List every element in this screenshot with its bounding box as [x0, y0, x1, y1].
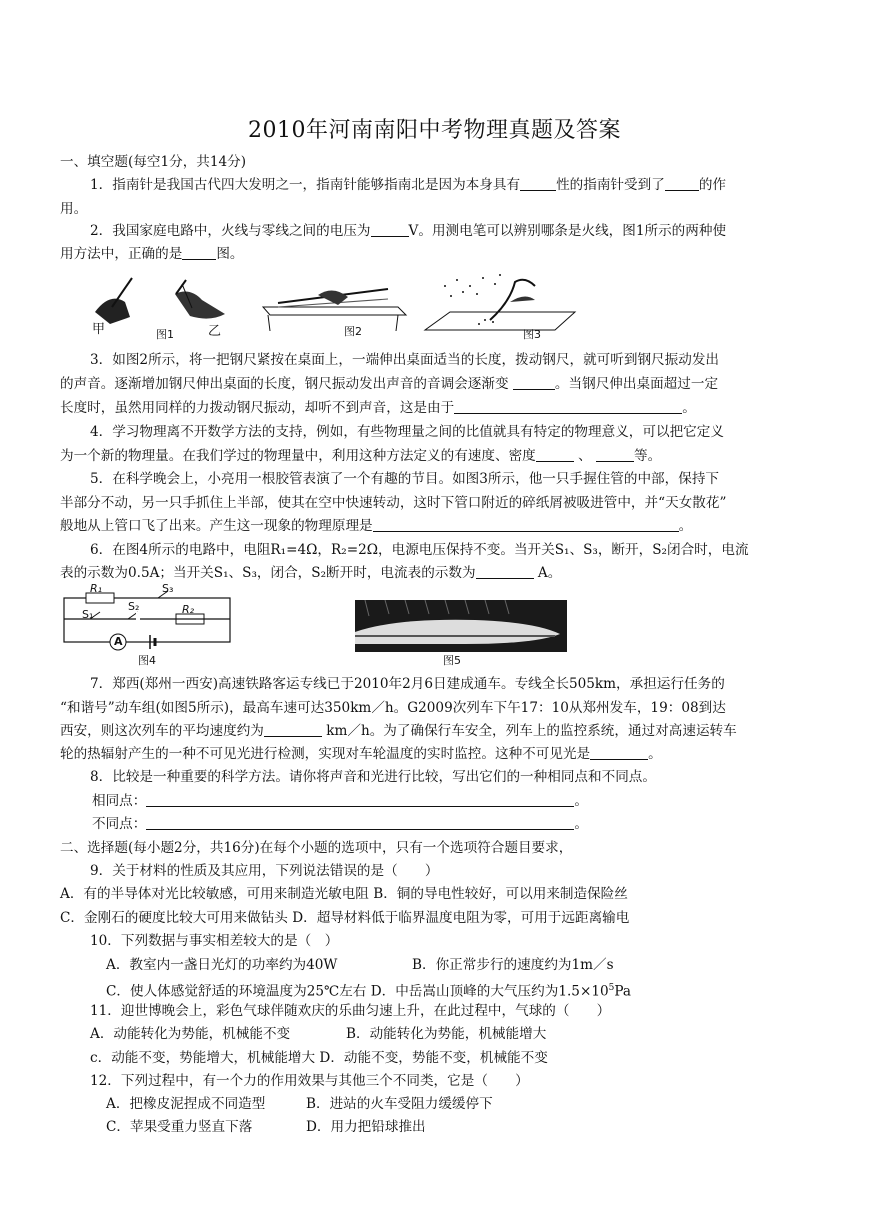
- question-6-line-1: 6．在图4所示的电路中，电阻R₁=4Ω，R₂=2Ω，电源电压保持不变。当开关S₁、S₃，断开，S₂闭合时，电流: [90, 542, 749, 558]
- section-1-heading: 一、填空题(每空1分，共14分): [60, 154, 247, 170]
- figure-1-caption: 图1: [156, 328, 174, 341]
- figure-4-caption: 图4: [138, 654, 156, 667]
- question-9-options-ab: A．有的半导体对光比较敏感，可用来制造光敏电阻 B．铜的导电性较好，可以用来制造保险丝: [60, 886, 628, 902]
- question-2-line-1: 2．我国家庭电路中，火线与零线之间的电压为 V。用测电笔可以辨别哪条是火线，图1所示的两种使: [90, 223, 727, 239]
- figure-2-caption: 图2: [344, 325, 362, 338]
- question-12-option-b: B．进站的火车受阻力缓缓停下: [306, 1096, 493, 1112]
- figure-5-caption: 图5: [443, 654, 461, 667]
- question-7-line-2: “和谐号”动车组(如图5所示)，最高车速可达350km／h。G2009次列车下午17：10从郑州发车，19：08到达: [60, 700, 726, 716]
- question-5-line-3: 般地从上管口飞了出来。产生这一现象的物理原理是 。: [60, 518, 693, 534]
- question-9: 9．关于材料的性质及其应用，下列说法错误的是（ ）: [90, 863, 439, 879]
- answer-blank[interactable]: [182, 245, 216, 260]
- question-7-line-3: 西安，则这次列车的平均速度约为 km／h。为了确保行车安全，列车上的监控系统，通过对高速运转车: [60, 723, 737, 739]
- question-11-option-b: B．动能转化为势能，机械能增大: [346, 1026, 547, 1042]
- ammeter-label: A: [114, 635, 123, 648]
- answer-blank[interactable]: [665, 176, 699, 191]
- question-10-options-cd: C．使人体感觉舒适的环境温度为25℃左右 D．中岳嵩山顶峰的大气压约为$1.5\times 10^5Pa$: [106, 983, 632, 1000]
- section-2-heading: 二、选择题(每小题2分，共16分)在每个小题的选项中，只有一个选项符合题目要求，: [60, 840, 573, 856]
- answer-blank[interactable]: [371, 222, 409, 237]
- answer-blank[interactable]: [536, 447, 574, 462]
- question-6-line-2: 表的示数为0.5A；当开关S₁、S₃，闭合，S₂断开时，电流表的示数为 A。: [60, 565, 562, 581]
- question-4-line-2: 为一个新的物理量。在我们学过的物理量中，利用这种方法定义的有速度、密度 、 等。: [60, 448, 662, 464]
- question-10-option-b: B．你正常步行的速度约为1m／s: [412, 957, 614, 973]
- answer-blank[interactable]: [476, 564, 534, 579]
- question-1-line-1: 1．指南针是我国古代四大发明之一，指南针能够指南北是因为本身具有 性的指南针受到了 的作: [90, 177, 726, 193]
- question-2-line-2: 用方法中，正确的是 图。: [60, 246, 244, 262]
- resistor-r1-label: R₁: [90, 582, 103, 595]
- question-12-option-a: A．把橡皮泥捏成不同造型: [106, 1096, 266, 1112]
- question-3-line-3: 长度时，虽然用同样的力拨动钢尺振动，却听不到声音，这是由于 。: [60, 400, 696, 416]
- switch-s2-label: S₂: [128, 600, 140, 613]
- answer-blank[interactable]: [264, 722, 322, 737]
- question-12-option-c: C．苹果受重力竖直下落: [106, 1119, 253, 1135]
- question-12-option-d: D．用力把铅球推出: [306, 1119, 426, 1135]
- question-3-line-2: 的声音。逐渐增加钢尺伸出桌面的长度，钢尺振动发出声音的音调会逐渐变 。当钢尺伸出桌面超过一定: [60, 376, 719, 392]
- figure-label-yi: 乙: [208, 324, 222, 339]
- question-8-line-1: 8．比较是一种重要的科学方法。请你将声音和光进行比较，写出它们的一种相同点和不同点。: [90, 769, 656, 785]
- question-11-option-a: A．动能转化为势能，机械能不变: [90, 1026, 291, 1042]
- figure-3-caption: 图3: [523, 328, 541, 341]
- answer-blank[interactable]: [146, 792, 574, 807]
- question-11-options-cd: c．动能不变，势能增大，机械能增大 D．动能不变，势能不变，机械能不变: [90, 1050, 548, 1066]
- question-12: 12．下列过程中，有一个力的作用效果与其他三个不同类，它是（ ）: [90, 1073, 529, 1089]
- question-5-line-2: 半部分不动，另一只手抓住上半部，使其在空中快速转动，这时下管口附近的碎纸屑被吸进管中，并“天女散花”: [60, 495, 727, 511]
- figure-label-jia: 甲: [92, 322, 106, 337]
- figure-3-rubber-tube: [415, 272, 585, 340]
- figure-4-circuit: [58, 582, 238, 667]
- question-11: 11．迎世博晚会上，彩色气球伴随欢庆的乐曲匀速上升，在此过程中，气球的（ ）: [90, 1003, 611, 1019]
- answer-blank[interactable]: [146, 815, 574, 830]
- answer-blank[interactable]: [373, 517, 679, 532]
- answer-blank[interactable]: [590, 745, 648, 760]
- question-10: 10．下列数据与事实相差较大的是（ ）: [90, 933, 339, 949]
- figure-1-test-pen: [90, 272, 240, 340]
- question-4-line-1: 4．学习物理离不开数学方法的支持，例如，有些物理量之间的比值就具有特定的物理意义，可以把它定义: [90, 424, 724, 440]
- question-8-same: 相同点： 。: [92, 793, 588, 809]
- question-1-line-2: 用。: [60, 201, 88, 217]
- switch-s3-label: S₃: [162, 582, 174, 595]
- answer-blank[interactable]: [513, 375, 555, 390]
- question-8-diff: 不同点： 。: [92, 816, 588, 832]
- question-7-line-4: 轮的热辐射产生的一种不可见光进行检测，实现对车轮温度的实时监控。这种不可见光是 。: [60, 746, 662, 762]
- page-title: 2010年河南南阳中考物理真题及答案: [248, 118, 621, 143]
- switch-s1-label: S₁: [82, 608, 94, 621]
- question-7-line-1: 7．郑西(郑州一西安)高速铁路客运专线已于2010年2月6日建成通车。专线全长505km，承担运行任务的: [90, 676, 725, 692]
- answer-blank[interactable]: [454, 399, 682, 414]
- figure-5-train-photo: [355, 600, 567, 666]
- question-10-option-a: A．教室内一盏日光灯的功率约为40W: [106, 957, 338, 973]
- answer-blank[interactable]: [596, 447, 634, 462]
- resistor-r2-label: R₂: [182, 603, 195, 616]
- answer-blank[interactable]: [520, 176, 556, 191]
- question-5-line-1: 5．在科学晚会上，小亮用一根胶管表演了一个有趣的节目。如图3所示，他一只手握住管的中部，保持下: [90, 471, 720, 487]
- figure-2-steel-ruler: [258, 285, 408, 337]
- question-9-options-cd: C．金刚石的硬度比较大可用来做钻头 D．超导材料低于临界温度电阻为零，可用于远距离输电: [60, 910, 630, 926]
- question-3-line-1: 3．如图2所示，将一把钢尺紧按在桌面上，一端伸出桌面适当的长度，拨动钢尺，就可听到钢尺振动发出: [90, 352, 720, 368]
